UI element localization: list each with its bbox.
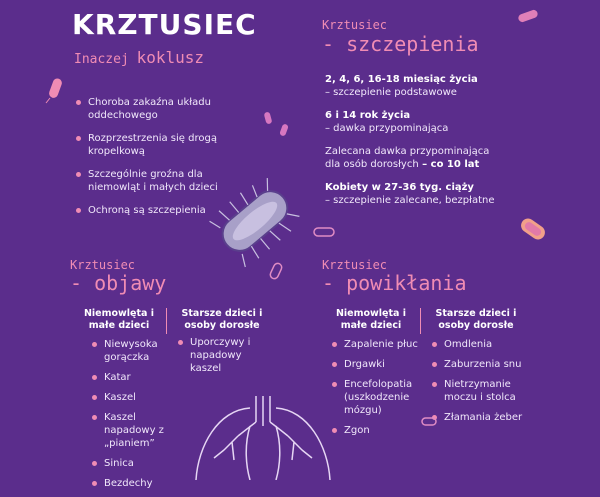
page-subtitle (74, 48, 204, 67)
symptoms-col1-head: Niemowlęta i małe dzieci (83, 308, 155, 331)
symptom-item: Kaszel napadowy z „pianiem” (90, 411, 164, 450)
bacteria-icon (44, 74, 66, 104)
symptoms-divider (166, 308, 167, 334)
symptom-item: Kaszel (90, 391, 164, 404)
subtitle-main: koklusz (136, 48, 205, 67)
bacteria-icon (262, 110, 276, 128)
complication-item: Encefolopatia (uszkodzenie mózgu) (330, 378, 418, 417)
vaccination-item-detail-text: dla osób dorosłych (325, 159, 419, 170)
symptoms-col2-head: Starsze dzieci i osoby dorosłe (181, 308, 263, 331)
bacteria-icon (278, 122, 292, 140)
bacteria-icon (420, 414, 440, 430)
symptom-item: Sinica (90, 457, 164, 470)
complication-item: Złamania żeber (430, 411, 526, 424)
complication-item: Drgawki (330, 358, 418, 371)
intro-fact: Rozprzestrzenia się drogą kropelkową (74, 132, 244, 158)
vaccination-item (325, 145, 555, 171)
intro-fact: Choroba zakaźna układu oddechowego (74, 96, 244, 122)
symptom-item: Katar (90, 371, 164, 384)
vaccination-item-detail-bold: – co 10 lat (418, 159, 480, 170)
vaccination-item-title: 6 i 14 rok życia (325, 110, 411, 121)
vaccination-item-detail (325, 158, 555, 171)
vaccination-item-detail: – szczepienie zalecane, bezpłatne (325, 195, 495, 206)
symptoms-heading: - objawy (70, 271, 167, 295)
complications-divider (420, 308, 421, 334)
bacteria-icon (516, 6, 542, 26)
subtitle-prefix: Inaczej (74, 52, 129, 67)
intro-fact: Ochroną są szczepienia (74, 204, 244, 217)
vaccination-list (325, 73, 555, 217)
complication-item: Omdlenia (430, 338, 526, 351)
bacillus-icon (200, 166, 310, 276)
symptom-item: Bezdechy (90, 477, 164, 490)
vaccination-item-title: Zalecana dawka przypominająca (325, 146, 490, 157)
complications-col1-head: Niemowlęta i małe dzieci (335, 308, 407, 331)
symptom-item: Uporczywy i napadowy kaszel (176, 336, 256, 375)
complication-item: Zgon (330, 424, 418, 437)
complications-col1-list (330, 338, 418, 444)
vaccination-item (325, 73, 555, 99)
complications-col2-head: Starsze dzieci i osoby dorosłe (435, 308, 517, 331)
vaccination-item (325, 181, 555, 207)
lungs-icon (188, 396, 338, 480)
vaccination-heading: - szczepienia (322, 32, 479, 56)
vaccination-item (325, 109, 555, 135)
complications-heading: - powikłania (322, 271, 467, 295)
vaccination-item-detail: – szczepienie podstawowe (325, 87, 457, 98)
complications-heading-small: Krztusiec (322, 258, 388, 272)
complication-item: Zapalenie płuc (330, 338, 418, 351)
complication-item: Zaburzenia snu (430, 358, 526, 371)
symptom-item: Niewysoka gorączka (90, 338, 164, 364)
bacteria-icon (512, 212, 552, 256)
intro-fact: Szczególnie groźna dla niemowląt i małych dzieci (74, 168, 244, 194)
complication-item: Nietrzymanie moczu i stolca (430, 378, 526, 404)
vaccination-heading-small: Krztusiec (322, 18, 388, 32)
vaccination-item-title: 2, 4, 6, 16-18 miesiąc życia (325, 74, 478, 85)
symptoms-col1-list (90, 338, 164, 497)
vaccination-item-title: Kobiety w 27-36 tyg. ciąży (325, 182, 474, 193)
bacteria-icon (312, 224, 338, 240)
complications-col2-list (430, 338, 526, 431)
symptoms-heading-small: Krztusiec (70, 258, 136, 272)
page-title: KRZTUSIEC (72, 8, 257, 41)
vaccination-item-detail: – dawka przypominająca (325, 123, 449, 134)
symptoms-col2-list (176, 336, 256, 385)
